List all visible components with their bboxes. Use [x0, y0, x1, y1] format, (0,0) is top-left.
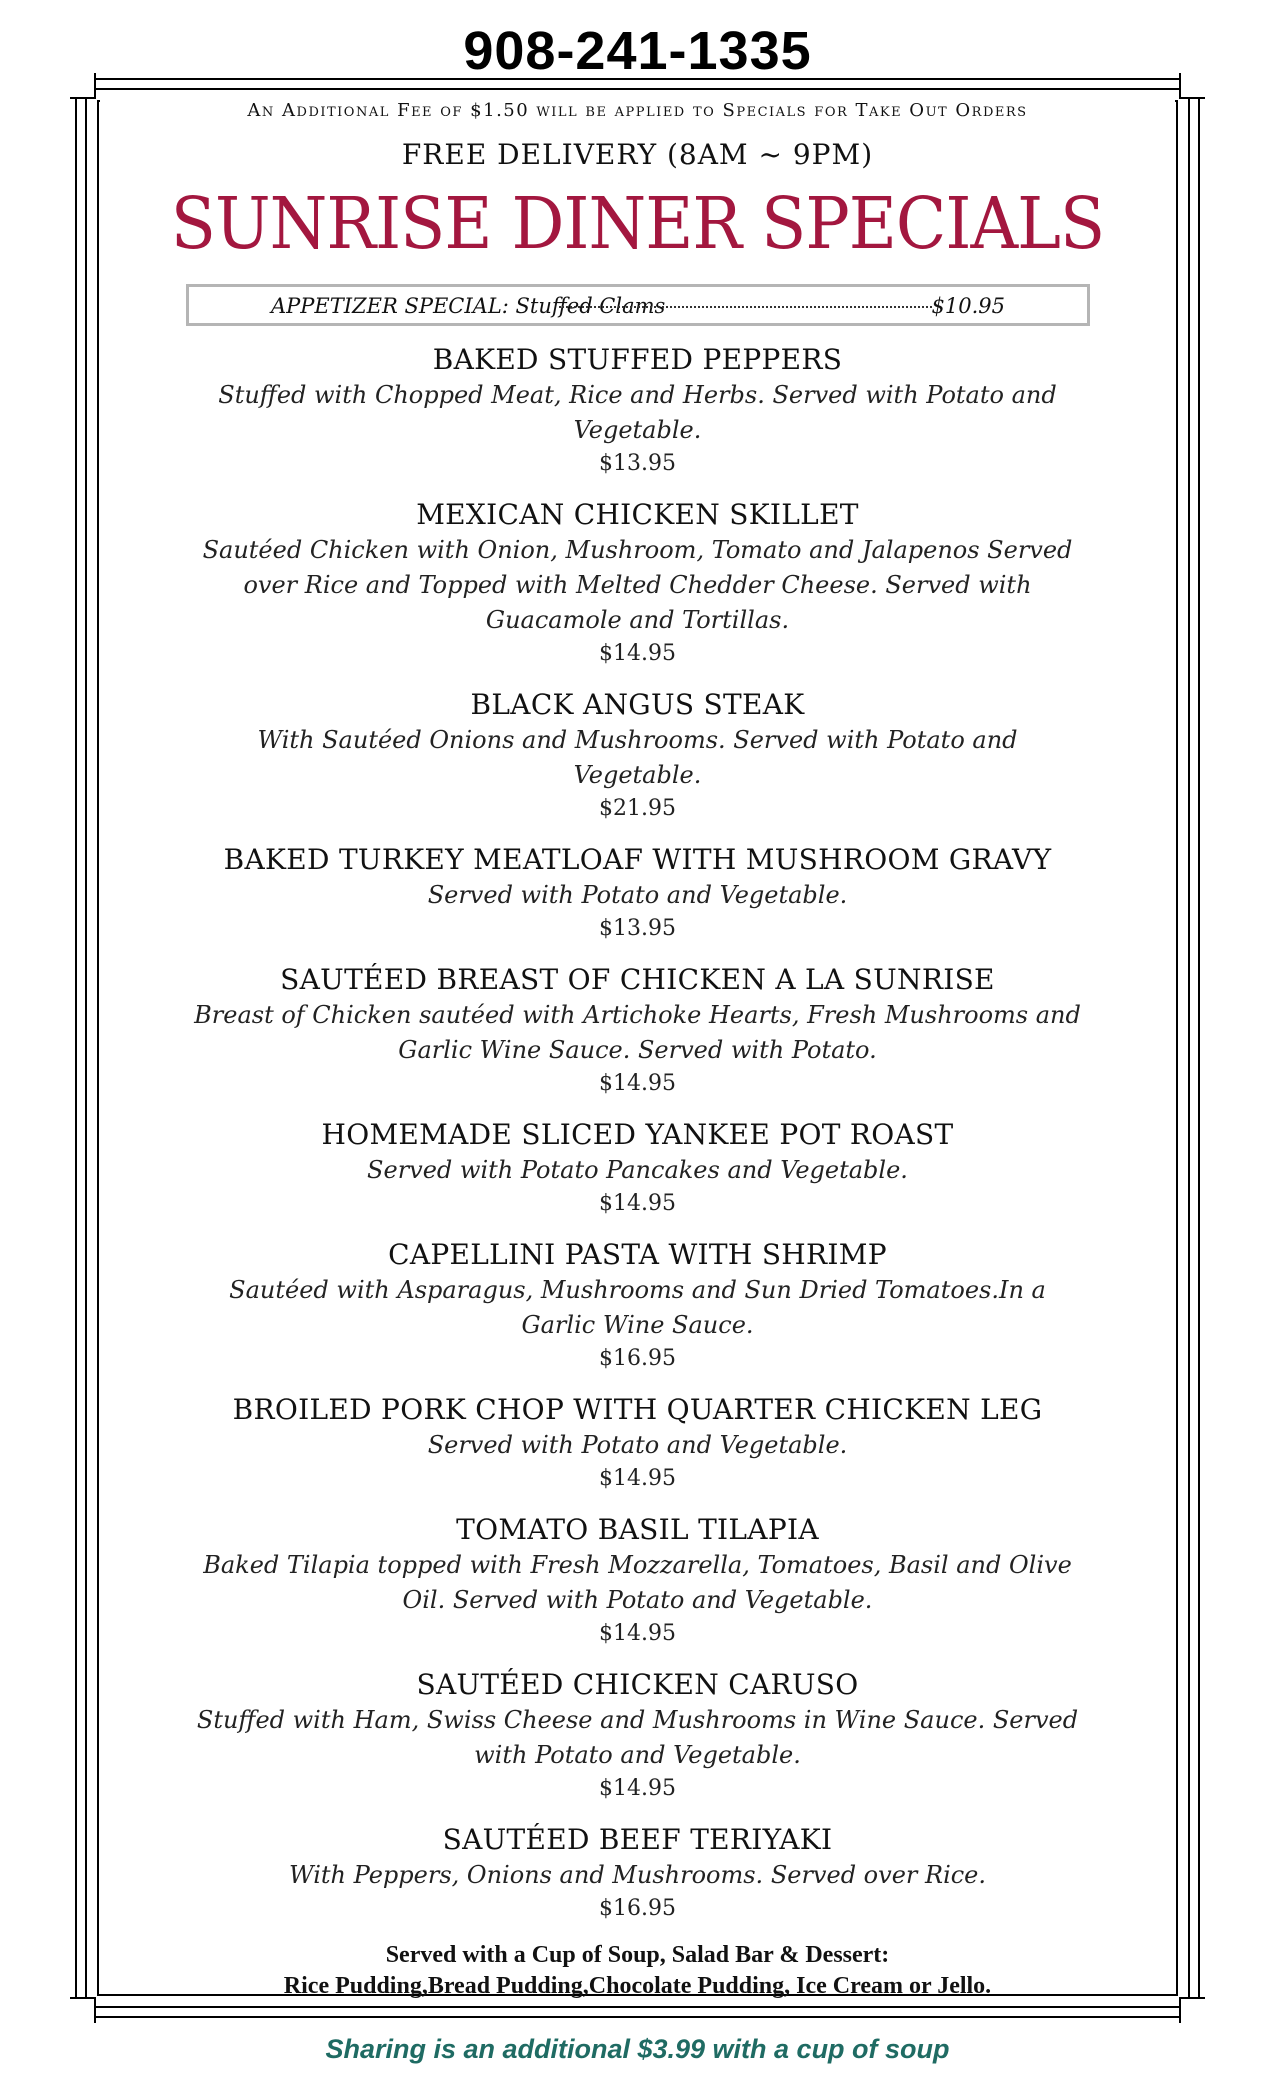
menu-item-name: SAUTÉED CHICKEN CARUSO	[416, 1668, 859, 1701]
menu-item-name: TOMATO BASIL TILAPIA	[456, 1513, 819, 1546]
frame-corner	[1179, 73, 1205, 99]
menu-item-description: Breast of Chicken sautéed with Artichoke Hearts, Fresh Mushrooms and Garlic Wine Sauce. Served with Potato.	[194, 1001, 1081, 1064]
menu-item	[190, 1117, 1085, 1220]
menu-item-price: $16.95	[599, 1896, 676, 1921]
page-title: SUNRISE DINER SPECIALS	[170, 181, 1105, 266]
menu-item-price: $13.95	[599, 916, 676, 941]
menu-item	[190, 1512, 1085, 1650]
sharing-fee-note: Sharing is an additional $3.99 with a cup of soup	[325, 2034, 950, 2064]
menu-item	[190, 342, 1085, 480]
menu-item-description: Sautéed with Asparagus, Mushrooms and Sun Dried Tomatoes.In a Garlic Wine Sauce.	[229, 1276, 1046, 1339]
appetizer-price: $10.95	[931, 294, 1005, 318]
menu-item	[190, 1392, 1085, 1495]
menu-item-price: $14.95	[599, 1191, 676, 1216]
menu-item-price: $13.95	[599, 451, 676, 476]
frame-corner	[70, 73, 96, 99]
menu-item-description: Served with Potato and Vegetable.	[427, 1431, 848, 1459]
menu-item-name: BROILED PORK CHOP WITH QUARTER CHICKEN LEG	[232, 1393, 1043, 1426]
menu-item-price: $14.95	[599, 641, 676, 666]
menu-item-description: Served with Potato Pancakes and Vegetable.	[367, 1156, 908, 1184]
menu-item-description: Served with Potato and Vegetable.	[427, 881, 848, 909]
menu-item-name: SAUTÉED BREAST OF CHICKEN A LA SUNRISE	[280, 963, 995, 996]
menu-item	[190, 687, 1085, 825]
menu-item-name: CAPELLINI PASTA WITH SHRIMP	[388, 1238, 887, 1271]
specials-list	[190, 342, 1085, 1942]
menu-item-price: $21.95	[599, 796, 676, 821]
menu-item-price: $14.95	[599, 1071, 676, 1096]
menu-item-price: $14.95	[599, 1621, 676, 1646]
menu-item-name: SAUTÉED BEEF TERIYAKI	[442, 1823, 833, 1856]
menu-item-description: Stuffed with Chopped Meat, Rice and Herbs. Served with Potato and Vegetable.	[218, 381, 1057, 444]
menu-item	[190, 1667, 1085, 1805]
menu-item-name: MEXICAN CHICKEN SKILLET	[416, 498, 859, 531]
frame-corner	[1179, 1997, 1205, 2023]
menu-item-price: $14.95	[599, 1466, 676, 1491]
menu-item-name: BAKED TURKEY MEATLOAF WITH MUSHROOM GRAVY	[223, 843, 1052, 876]
dot-leader	[559, 306, 932, 308]
menu-item-name: BLACK ANGUS STEAK	[470, 688, 805, 721]
phone-number: 908-241-1335	[463, 21, 812, 81]
served-with-note: Served with a Cup of Soup, Salad Bar & Dessert:	[385, 1942, 890, 1968]
menu-item	[190, 962, 1085, 1100]
menu-item-description: Baked Tilapia topped with Fresh Mozzarella, Tomatoes, Basil and Olive Oil. Served with Potato and Vegetable.	[203, 1551, 1072, 1614]
menu-item-name: HOMEMADE SLICED YANKEE POT ROAST	[321, 1118, 954, 1151]
menu-item-description: With Sautéed Onions and Mushrooms. Served with Potato and Vegetable.	[257, 726, 1018, 789]
dessert-options: Rice Pudding,Bread Pudding,Chocolate Pudding, Ice Cream or Jello.	[283, 1973, 992, 1999]
menu-item-description: Stuffed with Ham, Swiss Cheese and Mushrooms in Wine Sauce. Served with Potato and Vegetable.	[196, 1706, 1079, 1769]
menu-item	[190, 497, 1085, 670]
appetizer-label: APPETIZER SPECIAL: Stuffed Clams	[271, 294, 666, 318]
menu-item-description: Sautéed Chicken with Onion, Mushroom, Tomato and Jalapenos Served over Rice and Topped with Melted Chedder Cheese. Served with Guacamole and Tortillas.	[202, 536, 1073, 634]
menu-item	[190, 1237, 1085, 1375]
menu-item	[190, 842, 1085, 945]
menu-item-price: $14.95	[599, 1776, 676, 1801]
appetizer-special-box	[186, 284, 1090, 326]
menu-item-description: With Peppers, Onions and Mushrooms. Served over Rice.	[288, 1861, 987, 1889]
frame-corner	[70, 1997, 96, 2023]
menu-item-name: BAKED STUFFED PEPPERS	[432, 343, 843, 376]
menu-item	[190, 1822, 1085, 1925]
fee-notice-text: An Additional Fee of $1.50 will be applied to Specials for Take Out Orders	[247, 100, 1028, 121]
menu-item-price: $16.95	[599, 1346, 676, 1371]
take-out-fee-notice	[100, 100, 1175, 121]
delivery-hours: FREE DELIVERY (8AM ~ 9PM)	[401, 138, 874, 171]
